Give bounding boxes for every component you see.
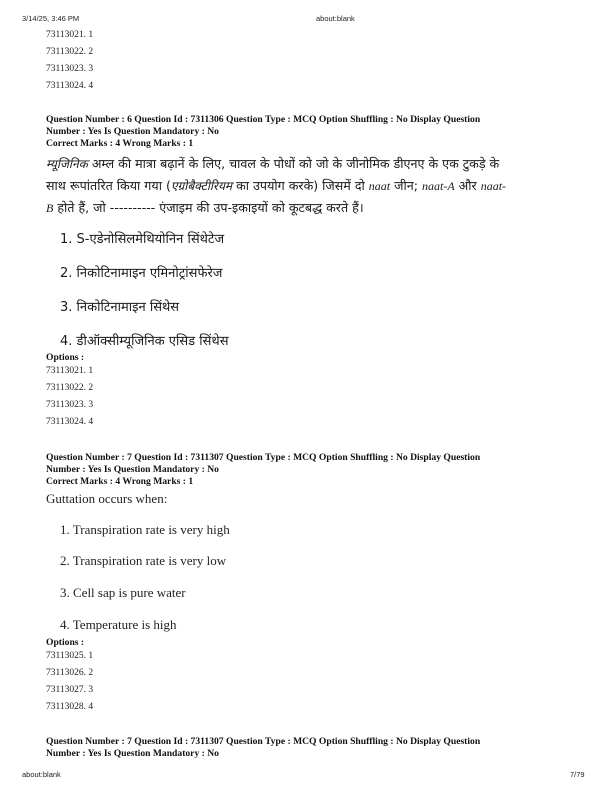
q6-text-p5: का उपयोग करके) जिसमें दो [232, 178, 369, 193]
list-item: 73113022. 2 [46, 47, 94, 57]
list-item: 73113024. 4 [46, 81, 94, 91]
q6-option-1: 1. S-एडेनोसिलमेथियोनिन सिंथेटेज [60, 232, 225, 247]
q6-option-2: 2. निकोटिनामाइन एमिनोट्रांसफेरेज [60, 266, 223, 281]
q7-option-4: 4. Temperature is high [60, 617, 177, 632]
q7-option-2: 2. Transpiration rate is very low [60, 553, 227, 568]
q6-header-line2: Number : Yes Is Question Mandatory : No [46, 126, 219, 137]
q7-question-text: Guttation occurs when: [46, 491, 168, 506]
q6-text-p10: naat- [480, 179, 507, 193]
q6-text-p11: B [46, 201, 54, 215]
q6-options-label: Options : [46, 352, 85, 363]
q6-text-p6: naat [368, 179, 391, 193]
list-item: 73113028. 4 [46, 702, 94, 712]
q7-option-1: 1. Transpiration rate is very high [60, 522, 230, 537]
q6-question-text [46, 153, 566, 219]
list-item: 73113022. 2 [46, 383, 94, 393]
q6-option-3: 3. निकोटिनामाइन सिंथेस [60, 300, 180, 315]
q6-text-p3: साथ रूपांतरित किया गया ( [46, 178, 171, 193]
q7-options-label: Options : [46, 637, 85, 648]
q7-header-line1: Question Number : 7 Question Id : 7311307 Question Type : MCQ Option Shuffling : No Display Question [46, 452, 481, 463]
print-footer-url: about:blank [22, 770, 61, 779]
q7-repeat-header [46, 736, 566, 760]
print-datetime: 3/14/25, 3:46 PM [22, 14, 80, 23]
q7-header-line2: Number : Yes Is Question Mandatory : No [46, 464, 219, 475]
list-item: 73113026. 2 [46, 668, 94, 678]
list-item: 73113023. 3 [46, 400, 94, 410]
q6-marks: Correct Marks : 4 Wrong Marks : 1 [46, 138, 194, 149]
q7-option-3: 3. Cell sap is pure water [60, 585, 186, 600]
q6-option-id-list [46, 363, 93, 431]
q6-text-p12: होते हैं, जो ---------- एंजाइम की उप-इकाइयों को कूटबद्ध करते हैं। [53, 200, 364, 215]
q6-text-p4: एग्रोबैक्टीरियम [170, 179, 233, 193]
q6-header-line1: Question Number : 6 Question Id : 7311306 Question Type : MCQ Option Shuffling : No Display Question [46, 114, 481, 125]
top-option-list [46, 27, 93, 95]
list-item: 73113027. 3 [46, 685, 94, 695]
list-item: 73113023. 3 [46, 64, 94, 74]
q6-text-p9: और [454, 178, 481, 193]
print-title: about:blank [316, 14, 355, 23]
q6-text-p7: जीन; [390, 178, 422, 193]
q6-option-4: 4. डीऑक्सीम्यूजिनिक एसिड सिंथेस [60, 334, 229, 349]
q7-option-id-list [46, 648, 93, 716]
list-item: 73113021. 1 [46, 30, 94, 40]
list-item: 73113025. 1 [46, 651, 94, 661]
q6-text-p2: अम्ल की मात्रा बढ़ानें के लिए, चावल के पोधों को जो के जीनोमिक डीएनए के एक टुकड़े के [87, 156, 500, 171]
q7-repeat-header-line1: Question Number : 7 Question Id : 7311307 Question Type : MCQ Option Shuffling : No Display Question [46, 736, 481, 747]
q7-repeat-header-line2: Number : Yes Is Question Mandatory : No [46, 748, 219, 759]
q6-text-p8: naat-A [421, 179, 455, 193]
q6-header [46, 114, 566, 150]
list-item: 73113021. 1 [46, 366, 94, 376]
q7-marks: Correct Marks : 4 Wrong Marks : 1 [46, 476, 194, 487]
list-item: 73113024. 4 [46, 417, 94, 427]
print-page-number: 7/79 [570, 770, 585, 779]
q6-text-p1: म्यूजिनिक [46, 157, 88, 171]
q7-header [46, 452, 566, 488]
